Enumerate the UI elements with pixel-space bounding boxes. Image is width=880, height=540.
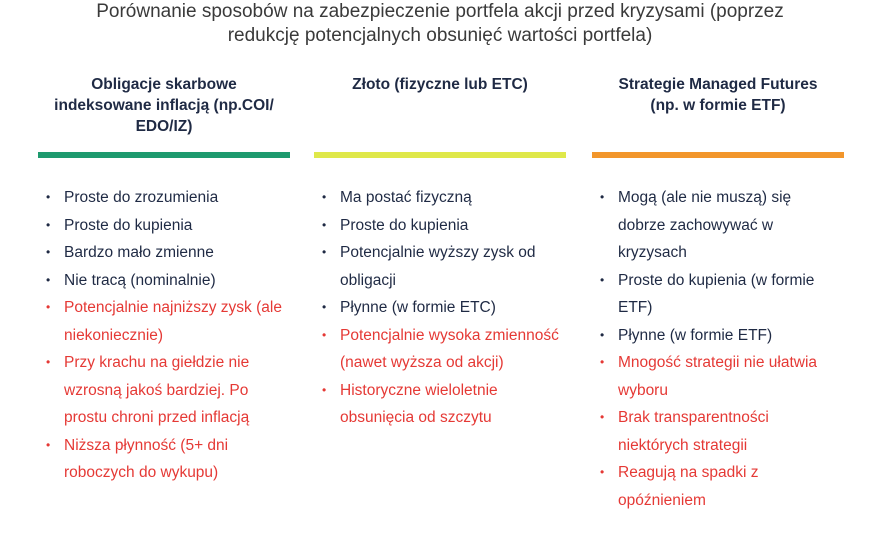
page-title xyxy=(0,0,880,48)
list-item: • Nie tracą (nominalnie) xyxy=(42,267,294,295)
column-heading-line: Strategie Managed Futures xyxy=(618,76,818,93)
item-list xyxy=(596,184,832,514)
list-item: • Proste do zrozumienia xyxy=(42,184,294,212)
list-item: • Potencjalnie wysoka zmienność (nawet wyższa od akcji) xyxy=(318,322,570,377)
column-heading xyxy=(38,74,290,140)
item-list xyxy=(42,184,294,487)
column-inflation-bonds xyxy=(38,74,290,481)
column-accent-bar xyxy=(592,152,844,158)
list-item: • Proste do kupienia xyxy=(318,212,570,240)
column-heading-line: indeksowane inflacją (np.COI/ xyxy=(54,97,274,114)
page-title-line-2: redukcję potencjalnych obsunięć wartości portfela) xyxy=(227,25,653,46)
list-item: • Proste do kupienia (w formie ETF) xyxy=(596,267,832,322)
list-item: • Reagują na spadki z opóźnieniem xyxy=(596,459,832,514)
column-heading-line: Złoto (fizyczne lub ETC) xyxy=(352,76,528,93)
list-item: • Płynne (w formie ETF) xyxy=(596,322,832,350)
list-item: • Przy krachu na giełdzie nie wzrosną jakoś bardziej. Po prostu chroni przed inflacją xyxy=(42,349,294,432)
column-accent-bar xyxy=(314,152,566,158)
list-item: • Potencjalnie wyższy zysk od obligacji xyxy=(318,239,570,294)
column-heading-line: (np. w formie ETF) xyxy=(650,97,786,114)
list-item: • Potencjalnie najniższy zysk (ale niekoniecznie) xyxy=(42,294,294,349)
column-heading xyxy=(314,74,566,140)
list-item: • Ma postać fizyczną xyxy=(318,184,570,212)
column-accent-bar xyxy=(38,152,290,158)
page-title-line-1: Porównanie sposobów na zabezpieczenie portfela akcji przed kryzysami (poprzez xyxy=(96,1,784,22)
list-item: • Płynne (w formie ETC) xyxy=(318,294,570,322)
list-item: • Bardzo mało zmienne xyxy=(42,239,294,267)
list-item: • Mogą (ale nie muszą) się dobrze zachowywać w kryzysach xyxy=(596,184,832,267)
column-gold xyxy=(314,74,566,426)
column-managed-futures xyxy=(592,74,844,509)
item-list xyxy=(318,184,570,432)
list-item: • Niższa płynność (5+ dni roboczych do wykupu) xyxy=(42,432,294,487)
list-item: • Historyczne wieloletnie obsunięcia od szczytu xyxy=(318,377,570,432)
column-heading-line: EDO/IZ) xyxy=(135,118,193,135)
column-heading xyxy=(592,74,844,140)
list-item: • Proste do kupienia xyxy=(42,212,294,240)
list-item: • Mnogość strategii nie ułatwia wyboru xyxy=(596,349,832,404)
column-heading-line: Obligacje skarbowe xyxy=(91,76,237,93)
list-item: • Brak transparentności niektórych strategii xyxy=(596,404,832,459)
